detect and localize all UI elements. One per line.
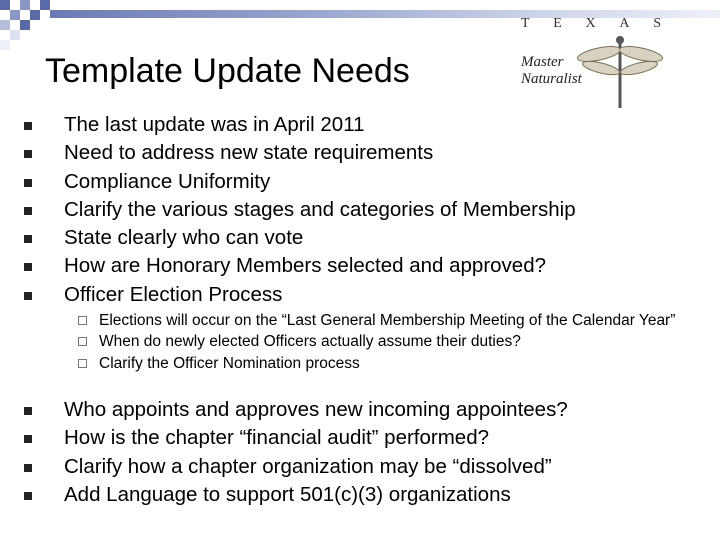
list-item: Clarify the various stages and categories of Membership [24,196,576,224]
list-item: Add Language to support 501(c)(3) organizations [24,481,568,509]
texas-master-naturalist-logo [515,16,715,106]
logo-text: Master Naturalist [521,54,582,87]
list-item: Who appoints and approves new incoming appointees? [24,396,568,424]
list-item: Officer Election Process [24,281,576,309]
sub-list-item: Elections will occur on the “Last General Membership Meeting of the Calendar Year” [78,310,678,331]
list-item: Compliance Uniformity [24,168,576,196]
square-bullet-icon [24,263,32,271]
checkbox-bullet-icon [78,337,87,346]
square-bullet-icon [24,179,32,187]
list-item: Need to address new state requirements [24,139,576,167]
sub-bullet-list [78,310,678,374]
square-bullet-icon [24,435,32,443]
list-item: How are Honorary Members selected and approved? [24,252,576,280]
checker-decoration [0,0,120,60]
square-bullet-icon [24,235,32,243]
checkbox-bullet-icon [78,359,87,368]
list-item: State clearly who can vote [24,224,576,252]
slide-title: Template Update Needs [45,52,410,90]
bullet-list-bottom [24,396,568,509]
list-item: How is the chapter “financial audit” performed? [24,424,568,452]
sub-list-item: When do newly elected Officers actually assume their duties? [78,331,678,352]
checkbox-bullet-icon [78,316,87,325]
list-item: Clarify how a chapter organization may be “dissolved” [24,453,568,481]
logo-texas-letters: T E X A S [521,16,661,31]
square-bullet-icon [24,407,32,415]
square-bullet-icon [24,464,32,472]
sub-list-item: Clarify the Officer Nomination process [78,353,678,374]
square-bullet-icon [24,122,32,130]
bullet-list-top [24,111,576,309]
square-bullet-icon [24,292,32,300]
list-item: The last update was in April 2011 [24,111,576,139]
square-bullet-icon [24,150,32,158]
square-bullet-icon [24,207,32,215]
dragonfly-icon [575,30,665,110]
square-bullet-icon [24,492,32,500]
